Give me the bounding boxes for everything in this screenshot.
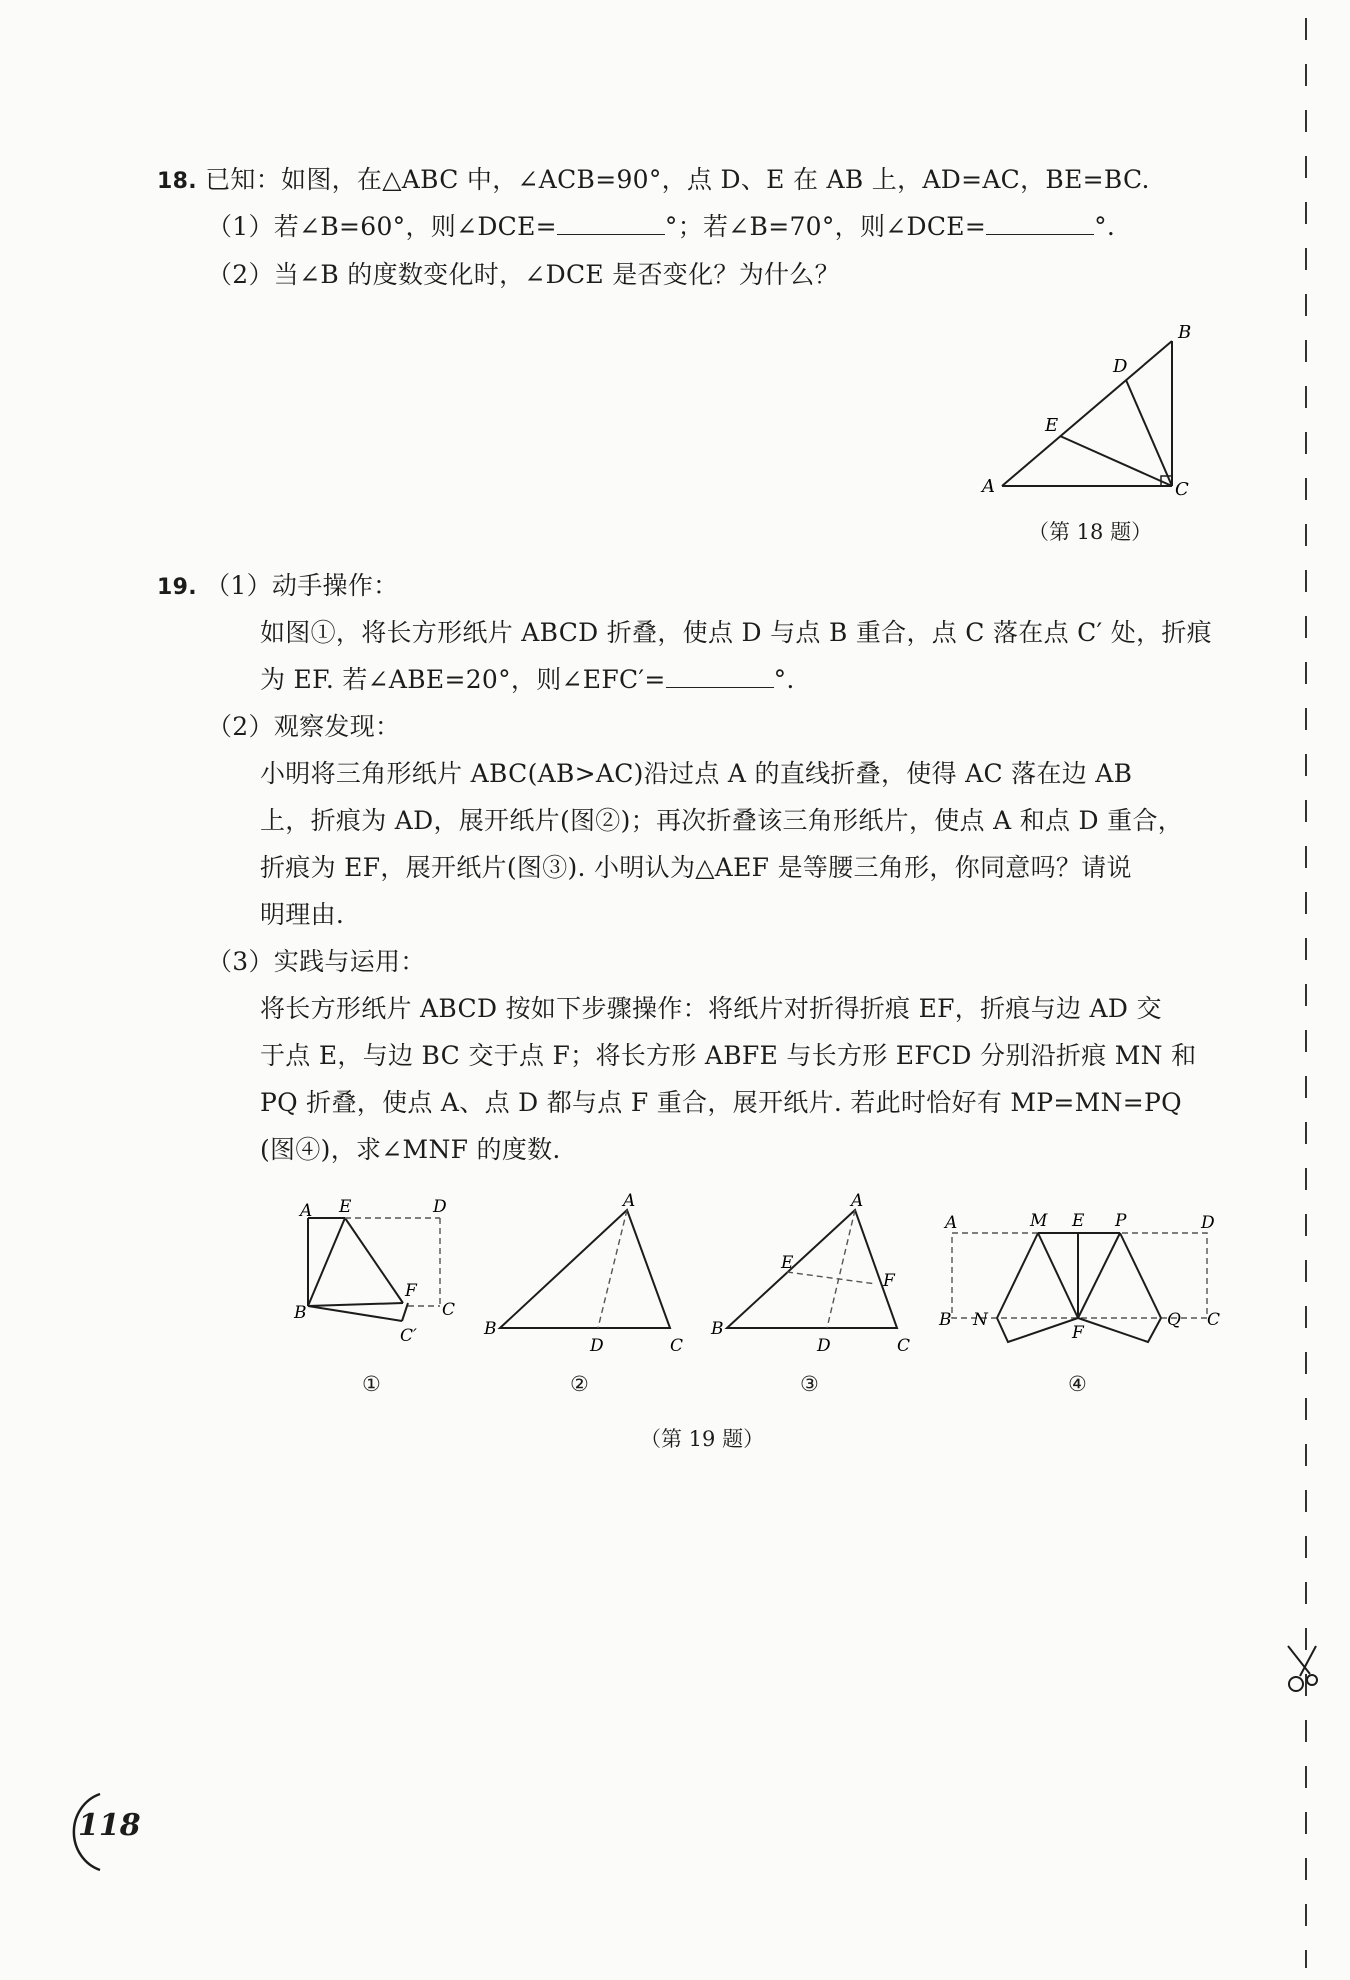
figure-3-label: ③: [800, 1372, 819, 1396]
scissors-icon: [1280, 1640, 1330, 1700]
q18-figure: [980, 318, 1200, 508]
label-B: B: [484, 1319, 497, 1339]
q19-part1-title: （1）动手操作：: [205, 571, 399, 600]
q18-part1-text-a: （1）若∠B=60°，则∠DCE=: [207, 212, 557, 241]
label-A: A: [945, 1213, 958, 1233]
label-N: N: [973, 1310, 988, 1330]
q18-stem: 已知：如图，在△ABC 中，∠ACB=90°，点 D、E 在 AB 上，AD=AC，BE=BC.: [205, 165, 1150, 194]
answer-blank[interactable]: [986, 210, 1094, 235]
q19-part2-line2: 上，折痕为 AD，展开纸片(图②)；再次折叠该三角形纸片，使点 A 和点 D 重合，: [260, 806, 1184, 835]
label-A: A: [982, 476, 995, 497]
q18-part1-text-c: °.: [1094, 212, 1116, 241]
label-E: E: [339, 1197, 352, 1217]
q19-part1-text-b: °.: [773, 665, 795, 694]
page-number: 118: [78, 1808, 141, 1843]
label-D: D: [1201, 1213, 1215, 1233]
label-M: M: [1030, 1211, 1048, 1231]
label-A: A: [623, 1191, 636, 1211]
q19-part2-line1: 小明将三角形纸片 ABC(AB>AC)沿过点 A 的直线折叠，使得 AC 落在边 AB: [260, 759, 1133, 788]
answer-blank[interactable]: [666, 663, 774, 688]
q19-part3-line1: 将长方形纸片 ABCD 按如下步骤操作：将纸片对折得折痕 EF，折痕与边 AD 交: [260, 994, 1162, 1023]
label-C: C: [442, 1300, 456, 1320]
label-A: A: [300, 1201, 313, 1221]
label-C: C: [1207, 1310, 1221, 1330]
q19-figure-3: [705, 1188, 925, 1363]
q18-part1-text-b: °；若∠B=70°，则∠DCE=: [664, 212, 987, 241]
label-P: P: [1115, 1211, 1127, 1231]
q19-figure-2: [480, 1188, 690, 1363]
label-C: C: [897, 1336, 911, 1356]
q19-figure-4: [935, 1198, 1225, 1358]
q19-part3-line2: 于点 E，与边 BC 交于点 F；将长方形 ABFE 与长方形 EFCD 分别沿折痕 MN 和: [260, 1041, 1197, 1070]
q19-figure-1: [290, 1188, 470, 1363]
q19-part3-title: （3）实践与运用：: [207, 947, 426, 976]
label-F: F: [1072, 1323, 1084, 1343]
q19-part1-line2: [260, 663, 795, 697]
q18-number: 18.: [157, 169, 197, 194]
figure-2-label: ②: [570, 1372, 589, 1396]
label-B: B: [711, 1319, 724, 1339]
figure-1-label: ①: [362, 1372, 381, 1396]
q19-part2-line4: 明理由.: [260, 900, 345, 929]
page-number-badge: [60, 1788, 140, 1874]
label-B: B: [939, 1310, 952, 1330]
label-C: C: [1175, 479, 1189, 500]
label-A: A: [851, 1191, 864, 1211]
q18-part1: [207, 210, 1115, 244]
q19-part2-line3: 折痕为 EF，展开纸片(图③). 小明认为△AEF 是等腰三角形，你同意吗？请说: [260, 853, 1132, 882]
label-C: C: [670, 1336, 684, 1356]
figure-4-label: ④: [1068, 1372, 1087, 1396]
label-F: F: [883, 1271, 895, 1291]
q18-caption: （第 18 题）: [1028, 520, 1153, 544]
label-F: F: [405, 1281, 417, 1301]
q19-number: 19.: [157, 575, 197, 600]
q19-caption: （第 19 题）: [640, 1427, 765, 1451]
q18-stem-line: [157, 163, 1150, 199]
label-E: E: [1045, 415, 1059, 436]
q19-part3-line3: PQ 折叠，使点 A、点 D 都与点 F 重合，展开纸片. 若此时恰好有 MP=MN=PQ: [260, 1088, 1182, 1117]
q19-part2-title: （2）观察发现：: [207, 712, 401, 741]
q18-part2: （2）当∠B 的度数变化时，∠DCE 是否变化？为什么？: [207, 260, 840, 289]
label-D: D: [817, 1336, 831, 1356]
q19-part1-text-a: 为 EF. 若∠ABE=20°，则∠EFC′=: [260, 665, 666, 694]
label-D: D: [1113, 356, 1128, 377]
label-D: D: [433, 1197, 447, 1217]
q19-part1-title-line: [157, 569, 398, 605]
label-E: E: [1072, 1211, 1085, 1231]
label-C-prime: C′: [400, 1326, 417, 1346]
label-E: E: [781, 1253, 794, 1273]
q19-part1-line1: 如图①，将长方形纸片 ABCD 折叠，使点 D 与点 B 重合，点 C 落在点 C′ 处，折痕: [260, 618, 1212, 647]
answer-blank[interactable]: [557, 210, 665, 235]
q19-part3-line4: (图④)，求∠MNF 的度数.: [260, 1135, 561, 1164]
label-B: B: [294, 1303, 307, 1323]
label-D: D: [590, 1336, 604, 1356]
label-B: B: [1178, 322, 1192, 343]
label-Q: Q: [1167, 1310, 1181, 1330]
